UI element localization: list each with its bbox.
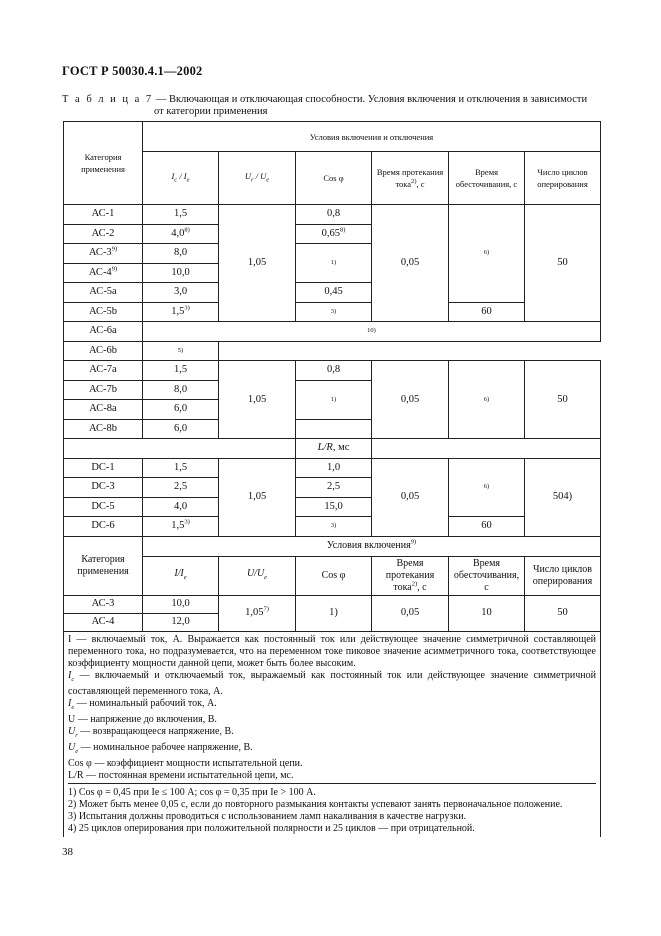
t2-conditions-group-header: Условия включения$^{9)}$ (143, 536, 601, 556)
table-row (64, 458, 601, 478)
col-cos-header: Cos φ (296, 152, 372, 205)
category-cell: АС-5a (64, 283, 143, 303)
lr-footnote-cell: 3) (296, 517, 372, 537)
u-cell: 1,05$^{7)}$ (219, 595, 296, 631)
i-cell: 4,0$^{8)}$ (143, 224, 219, 244)
time-cell: 0,05 (372, 458, 449, 536)
table-row (64, 322, 601, 342)
table-row (64, 439, 601, 459)
category-cell: АС-3 (64, 595, 143, 613)
note-ic: $I_c$ — включаемый и отключаемый ток, выражаемый как постоянный ток или действующее значение симметричной составляющей переменного тока, А. (68, 669, 596, 697)
cycles-cell: 50 (525, 205, 601, 322)
category-cell: АС-8b (64, 419, 143, 439)
note-ur: $U_r$ — возвращающееся напряжение, В. (68, 725, 234, 739)
col-cycles-header: Число циклов оперирования (525, 152, 601, 205)
cycles-cell: 50 (525, 361, 601, 439)
category-cell: АС-8а (64, 400, 143, 420)
category-cell: АС-2 (64, 224, 143, 244)
i-cell: 2,5 (143, 478, 219, 498)
category-cell: DC-3 (64, 478, 143, 498)
cycles-cell: 50 (525, 595, 601, 631)
i-cell: 4,0 (143, 497, 219, 517)
u-cell: 1,05 (219, 458, 296, 536)
i-cell: 3,0 (143, 283, 219, 303)
page-number: 38 (62, 846, 73, 858)
table-row (64, 341, 601, 361)
i-cell: 6,0 (143, 419, 219, 439)
category-cell: АС-5b (64, 302, 143, 322)
time-cell: 0,05 (372, 205, 449, 322)
break-footnote-cell: 6) (449, 458, 525, 517)
empty-cell (296, 419, 372, 439)
note-lr: L/R — постоянная времени испытательной цепи, мс. (68, 770, 596, 784)
col-category-header: Категория применения (64, 122, 143, 205)
u-cell: 1,05 (219, 205, 296, 322)
col-i-header: $I_c / I_e$ (143, 152, 219, 205)
t2-col-i-header: $I/I_e$ (143, 556, 219, 595)
lr-cell: 15,0 (296, 497, 372, 517)
notes-block (64, 631, 601, 837)
break-footnote-cell: 6) (449, 361, 525, 439)
t2-col-category-header: Категория применения (64, 536, 143, 595)
lr-cell: 1,0 (296, 458, 372, 478)
note-ue: $U_e$ — номинальное рабочее напряжение, В. (68, 741, 253, 755)
col-u-header: $U_r / U_e$ (219, 152, 296, 205)
category-cell: АС-7а (64, 361, 143, 381)
i-cell: 10,0 (143, 263, 219, 283)
category-cell: АС-4$^{9)}$ (64, 263, 143, 283)
category-cell: DC-1 (64, 458, 143, 478)
table-row (64, 517, 601, 537)
i-cell: 1,5 (143, 361, 219, 381)
category-cell: АС-6а (64, 322, 143, 342)
t2-col-break-header: Время обесточивания, с (449, 556, 525, 595)
category-cell: АС-4 (64, 613, 143, 631)
cos-cell: 1) (296, 595, 372, 631)
i-cell: 1,5 (143, 205, 219, 225)
category-cell: АС-7b (64, 380, 143, 400)
note-cos: Cos φ — коэффициент мощности испытательной цепи. (68, 757, 303, 769)
cos-cell: 0,65$^{8)}$ (296, 224, 372, 244)
u-cell: 1,05 (219, 361, 296, 439)
conditions-group-header: Условия включения и отключения (143, 122, 601, 152)
i-cell: 1,5$^{3)}$ (143, 517, 219, 537)
document-header: ГОСТ Р 50030.4.1—2002 (62, 64, 203, 78)
caption-text: — Включающая и отключающая способности. Условия включения и отключения в зависимости (153, 94, 588, 105)
category-cell: АС-3$^{9)}$ (64, 244, 143, 264)
cos-cell: 0,45 (296, 283, 372, 303)
col-time-header: Время протекания тока$^{2)}$, с (372, 152, 449, 205)
lr-header: L/R, мс (296, 439, 372, 459)
note-ie: $I_e$ — номинальный рабочий ток, А. (68, 697, 217, 711)
category-cell: DC-6 (64, 517, 143, 537)
time-cell: 0,05 (372, 595, 449, 631)
time-cell: 0,05 (372, 361, 449, 439)
i-cell: 10,0 (143, 595, 219, 613)
cos-cell: 0,8 (296, 361, 372, 381)
i-cell: 1,5 (143, 458, 219, 478)
caption-continuation: от категории применения (154, 106, 268, 117)
i-cell: 6,0 (143, 400, 219, 420)
break-cell: 10 (449, 595, 525, 631)
i-cell: 1,5$^{3)}$ (143, 302, 219, 322)
t2-col-time-header: Время протекания тока$^{2)}$, с (372, 556, 449, 595)
caption-lead: Т а б л и ц а 7 (62, 94, 154, 105)
cos-footnote-cell: 1) (296, 380, 372, 419)
i-cell: 12,0 (143, 613, 219, 631)
ac6a-footnote-cell: 10) (143, 322, 601, 342)
empty-cell (219, 341, 601, 361)
cos-cell: 0,8 (296, 205, 372, 225)
footnote-4: 4) 25 циклов оперирования при положительной полярности и 25 циклов — при отрицательной. (68, 822, 475, 834)
table-row (64, 205, 601, 225)
table-row (64, 302, 601, 322)
footnote-3: 3) Испытания должны проводиться с использованием ламп накаливания в качестве нагрузки. (68, 810, 467, 822)
breaking-capacity-table (63, 121, 601, 837)
empty-cell (372, 439, 601, 459)
lr-cell: 2,5 (296, 478, 372, 498)
t2-col-cycles-header: Число циклов оперирования (525, 556, 601, 595)
category-cell: АС-1 (64, 205, 143, 225)
ac6b-footnote-cell: 5) (143, 341, 219, 361)
i-cell: 8,0 (143, 244, 219, 264)
cos-footnote-cell: 3) (296, 302, 372, 322)
break-cell: 60 (449, 302, 525, 322)
note-i: I — включаемый ток, А. Выражается как постоянный ток или действующее значение симметричной составляющей переменного тока, но подразумевается, что на переменном токе пиковое значение асимметричного тока, соответствующее коэффициенту мощности данной цепи, может быть более высоким. (68, 633, 596, 669)
t2-col-cos-header: Cos φ (296, 556, 372, 595)
cycles-cell: 504) (525, 458, 601, 536)
col-break-header: Время обесточивания, с (449, 152, 525, 205)
table-caption (62, 94, 602, 118)
footnote-1: 1) Cos φ = 0,45 при Ie ≤ 100 А; cos φ = 0,35 при Ie > 100 А. (68, 786, 316, 798)
t2-col-u-header: $U/U_e$ (219, 556, 296, 595)
table-row (64, 361, 601, 381)
category-cell: DC-5 (64, 497, 143, 517)
table-row (64, 595, 601, 613)
footnote-2: 2) Может быть менее 0,05 с, если до повторного размыкания контакты успевают занять первоначальное положение. (68, 798, 563, 810)
break-footnote-cell: 6) (449, 205, 525, 303)
note-u: U — напряжение до включения, В. (68, 713, 217, 725)
cos-footnote-cell: 1) (296, 244, 372, 283)
i-cell: 8,0 (143, 380, 219, 400)
break-cell: 60 (449, 517, 525, 537)
category-cell: АС-6b (64, 341, 143, 361)
empty-cell (64, 439, 296, 459)
